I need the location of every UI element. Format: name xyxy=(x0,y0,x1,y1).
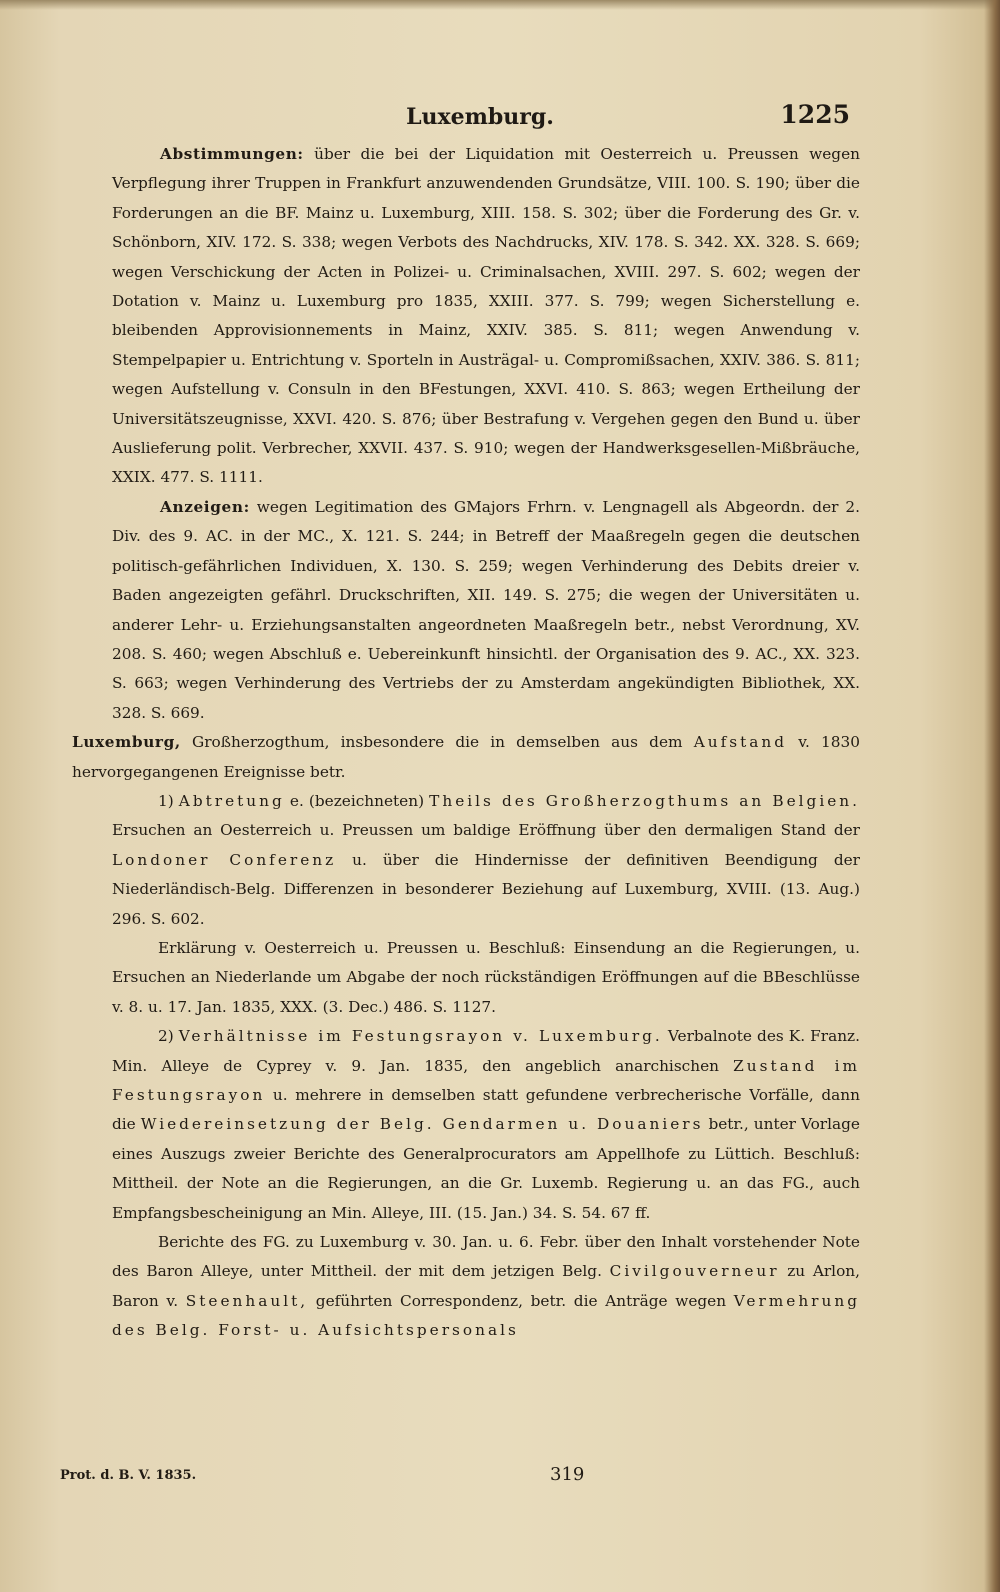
entry-headword: Luxemburg, xyxy=(72,733,181,752)
paragraph-berichte xyxy=(72,1228,860,1346)
spaced-term: Abtretung xyxy=(178,791,285,810)
top-shadow xyxy=(0,0,1000,10)
paragraph-body: über die bei der Liquidation mit Oesterreich u. Preussen wegen Verpflegung ihrer Truppen in Frankfurt anzuwendenden Grundsätze, VIII. 100. S. 190; über die Forderungen an die BF. Mainz u. Luxemburg, XIII. 158. S. 302; über die Forderung des Gr. v. Schönborn, XIV. 172. S. 338; wegen Verbots des Nachdrucks, XIV. 178. S. 342. XX. 328. S. 669; wegen Verschickung der Acten in Polizei- u. Criminalsachen, XVIII. 297. S. 602; wegen der Dotation v. Mainz u. Luxemburg pro 1835, XXIII. 377. S. 799; wegen Sicherstellung e. bleibenden Approvisionnements in Mainz, XXIV. 385. S. 811; wegen Anwendung v. Stempelpapier u. Entrichtung v. Sporteln in Austrägal- u. Compromißsachen, XXIV. 386. S. 811; wegen Aufstellung v. Consuln in den BFestungen, XXVI. 410. S. 863; wegen Ertheilung der Universitätszeugnisse, XXVI. 420. S. 876; über Bestrafung v. Vergehen gegen den Bund u. über Auslieferung polit. Verbrecher, XXVII. 437. S. 910; wegen der Handwerksgesellen-Mißbräuche, XXIX. 477. S. 1111. xyxy=(112,145,860,487)
item-number: 1) xyxy=(158,791,174,810)
spaced-term: Verhältnisse im Festungsrayon v. Luxemburg. xyxy=(178,1027,663,1046)
paragraph-body: u. mehrere in demselben statt gefundene verbrecherische Vorfälle, dann die xyxy=(112,1086,860,1134)
spaced-term: Zustand im Festungsrayon xyxy=(112,1056,860,1104)
paragraph-body: Erklärung v. Oesterreich u. Preussen u. Beschluß: Einsendung an die Regierungen, u. Ersuchen an Niederlande um Abgabe der noch rückständigen Eröffnungen auf die BBeschlüsse v. 8. u. 17. Jan. 1835, XXX. (3. Dec.) 486. S. 1127. xyxy=(112,938,860,1016)
item-number: 2) xyxy=(158,1027,174,1046)
spaced-term: Aufstand xyxy=(693,733,788,752)
entry-luxemburg xyxy=(72,728,860,787)
paragraph-lead: Anzeigen: xyxy=(160,497,250,516)
paragraph-body: e. (bezeichneten) xyxy=(289,791,425,810)
spaced-term: Vermehrung des Belg. Forst- u. Aufsichtspersonals xyxy=(112,1291,860,1340)
paragraph-body: u. über die Hindernisse der definitiven Beendigung der Niederländisch-Belg. Differenzen in besonderer Beziehung auf Luxemburg, XVIII. (13. Aug.) 296. S. 602. xyxy=(112,850,860,928)
entry-body: Großherzogthum, insbesondere die in demselben aus dem xyxy=(192,733,683,752)
paragraph-body: zu Arlon, Baron v. xyxy=(112,1262,860,1310)
spaced-term: Wiedereinsetzung der Belg. Gendarmen u. Douaniers xyxy=(140,1115,704,1134)
paragraph-body: betr., unter Vorlage eines Auszugs zweier Berichte des Generalprocurators am Appellhofe zu Lüttich. Beschluß: Mittheil. der Note an die Regierungen, an die Gr. Luxemb. Regierung u. an das FG., auch Empfangsbescheinigung an Min. Alleye, III. (15. Jan.) 34. S. 54. 67 ff. xyxy=(112,1115,860,1222)
entry-body: v. 1830 hervorgegangenen Ereignisse betr. xyxy=(72,733,860,781)
paragraph-festungsrayon xyxy=(72,1022,860,1228)
paragraph-body: Verbalnote des K. Franz. Min. Alleye de Cyprey v. 9. Jan. 1835, den angeblich anarchischen xyxy=(112,1027,860,1075)
footer-signature: Prot. d. B. V. 1835. xyxy=(60,1468,197,1483)
spaced-term: Steenhault, xyxy=(185,1291,309,1310)
spaced-term: Theils des Großherzogthums an Belgien. xyxy=(429,791,860,810)
paragraph-lead: Abstimmungen: xyxy=(160,145,304,163)
paragraph-body: Berichte des FG. zu Luxemburg v. 30. Jan. u. 6. Febr. über den Inhalt vorstehender Note des Baron Alleye, unter Mittheil. der mit dem jetzigen Belg. xyxy=(112,1233,860,1281)
paragraph-body: wegen Legitimation des GMajors Frhrn. v. Lengnagell als Abgeordn. der 2. Div. des 9. AC. in der MC., X. 121. S. 244; in Betreff der Maaßregeln gegen die deutschen politisch-gefährlichen Individuen, X. 130. S. 259; wegen Verhinderung des Debits dreier v. Baden angezeigten gefährl. Druckschriften, XII. 149. S. 275; die wegen der Universitäten u. anderer Lehr- u. Erziehungsanstalten angeordneten Maaßregeln betr., nebst Verordnung, XV. 208. S. 460; wegen Abschluß e. Uebereinkunft hinsichtl. der Organisation des 9. AC., XX. 323. S. 663; wegen Verhinderung des Vertriebs der zu Amsterdam angekündigten Bibliothek, XX. 328. S. 669. xyxy=(112,497,860,722)
paragraph-anzeigen xyxy=(72,493,860,728)
paragraph-body: Ersuchen an Oesterreich u. Preussen um baldige Eröffnung über den dermaligen Stand der xyxy=(112,821,860,840)
paragraph-erklaerung xyxy=(72,934,860,1022)
page-footer xyxy=(60,1460,850,1490)
paragraph-abstimmungen xyxy=(72,140,860,493)
page-title: Luxemburg. xyxy=(406,104,554,130)
body-text xyxy=(72,140,860,1346)
spaced-term: Londoner Conferenz xyxy=(112,850,337,869)
running-head xyxy=(110,100,850,136)
paragraph-abtretung xyxy=(72,787,860,934)
page-edge xyxy=(984,0,1000,1592)
sheet-number: 319 xyxy=(550,1464,585,1485)
spaced-term: Civilgouverneur xyxy=(609,1262,780,1281)
page-number: 1225 xyxy=(780,100,850,129)
paragraph-body: geführten Correspondenz, betr. die Anträge wegen xyxy=(315,1291,727,1310)
